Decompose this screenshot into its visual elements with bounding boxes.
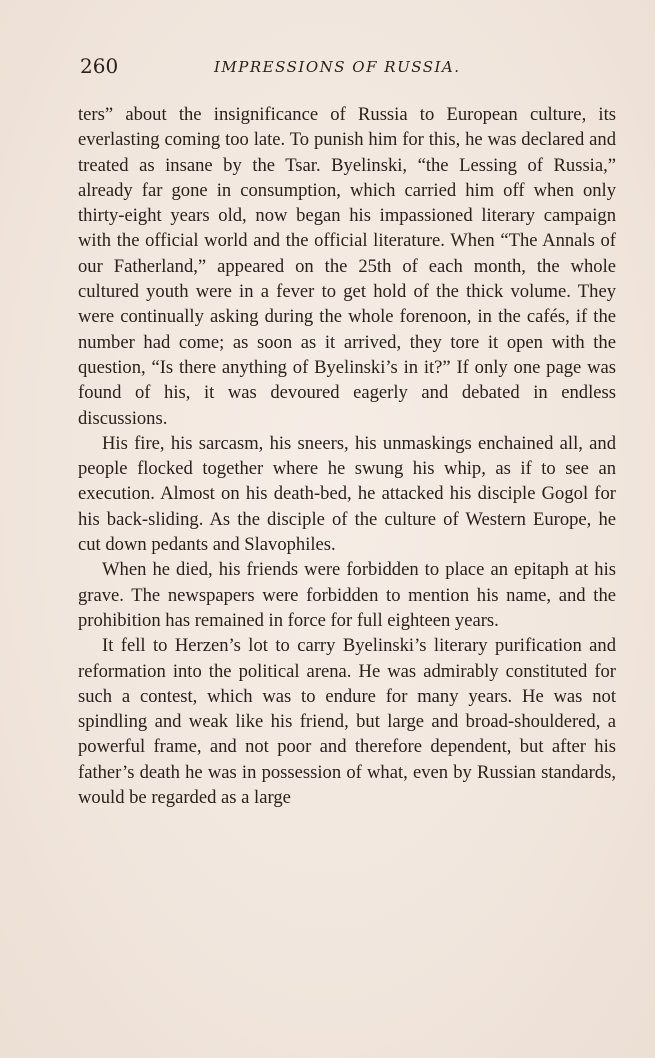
page-number: 260	[80, 54, 119, 78]
paragraph: It fell to Herzen’s lot to carry Byelinski’s literary purification and reformation into the political arena. He was admirably constituted for such a contest, which was to endure for many years. He was not spindling and weak like his friend, but large and broad-shouldered, a powerful frame, and not poor and therefore dependent, but after his father’s death he was in possession of what, even by Russian standards, would be regarded as a large	[78, 635, 616, 809]
paragraph: His fire, his sarcasm, his sneers, his unmaskings enchained all, and people flocked together where he swung his whip, as if to see an execution. Almost on his death-bed, he attacked his disciple Gogol for his back-sliding. As the disciple of the culture of Western Europe, he cut down pedants and Slavophiles.	[78, 432, 616, 556]
paragraph: When he died, his friends were forbidden to place an epitaph at his grave. The newspapers were forbidden to mention his name, and the prohibition has remained in force for full eighteen years.	[78, 559, 616, 631]
running-title: IMPRESSIONS OF RUSSIA.	[214, 58, 461, 76]
paragraph-continued: ters” about the insignificance of Russia to European culture, its everlasting coming too late. To punish him for this, he was declared and treated as insane by the Tsar. Byelinski, “the Lessing of Russia,” already far gone in consumption, which carried him off when only thirty-eight years old, now began his impassioned literary campaign with the official world and the official literature. When “The Annals of our Fatherland,” appeared on the 25th of each month, the whole cultured youth were in a fever to get hold of the thick volume. They were continually asking during the whole forenoon, in the cafés, if the number had come; as soon as it arrived, they tore it open with the question, “Is there anything of Byelinski’s in it?” If only one page was found of his, it was devoured eagerly and debated in endless discussions.	[78, 104, 616, 429]
page-header	[80, 52, 616, 86]
body-text	[78, 102, 616, 810]
